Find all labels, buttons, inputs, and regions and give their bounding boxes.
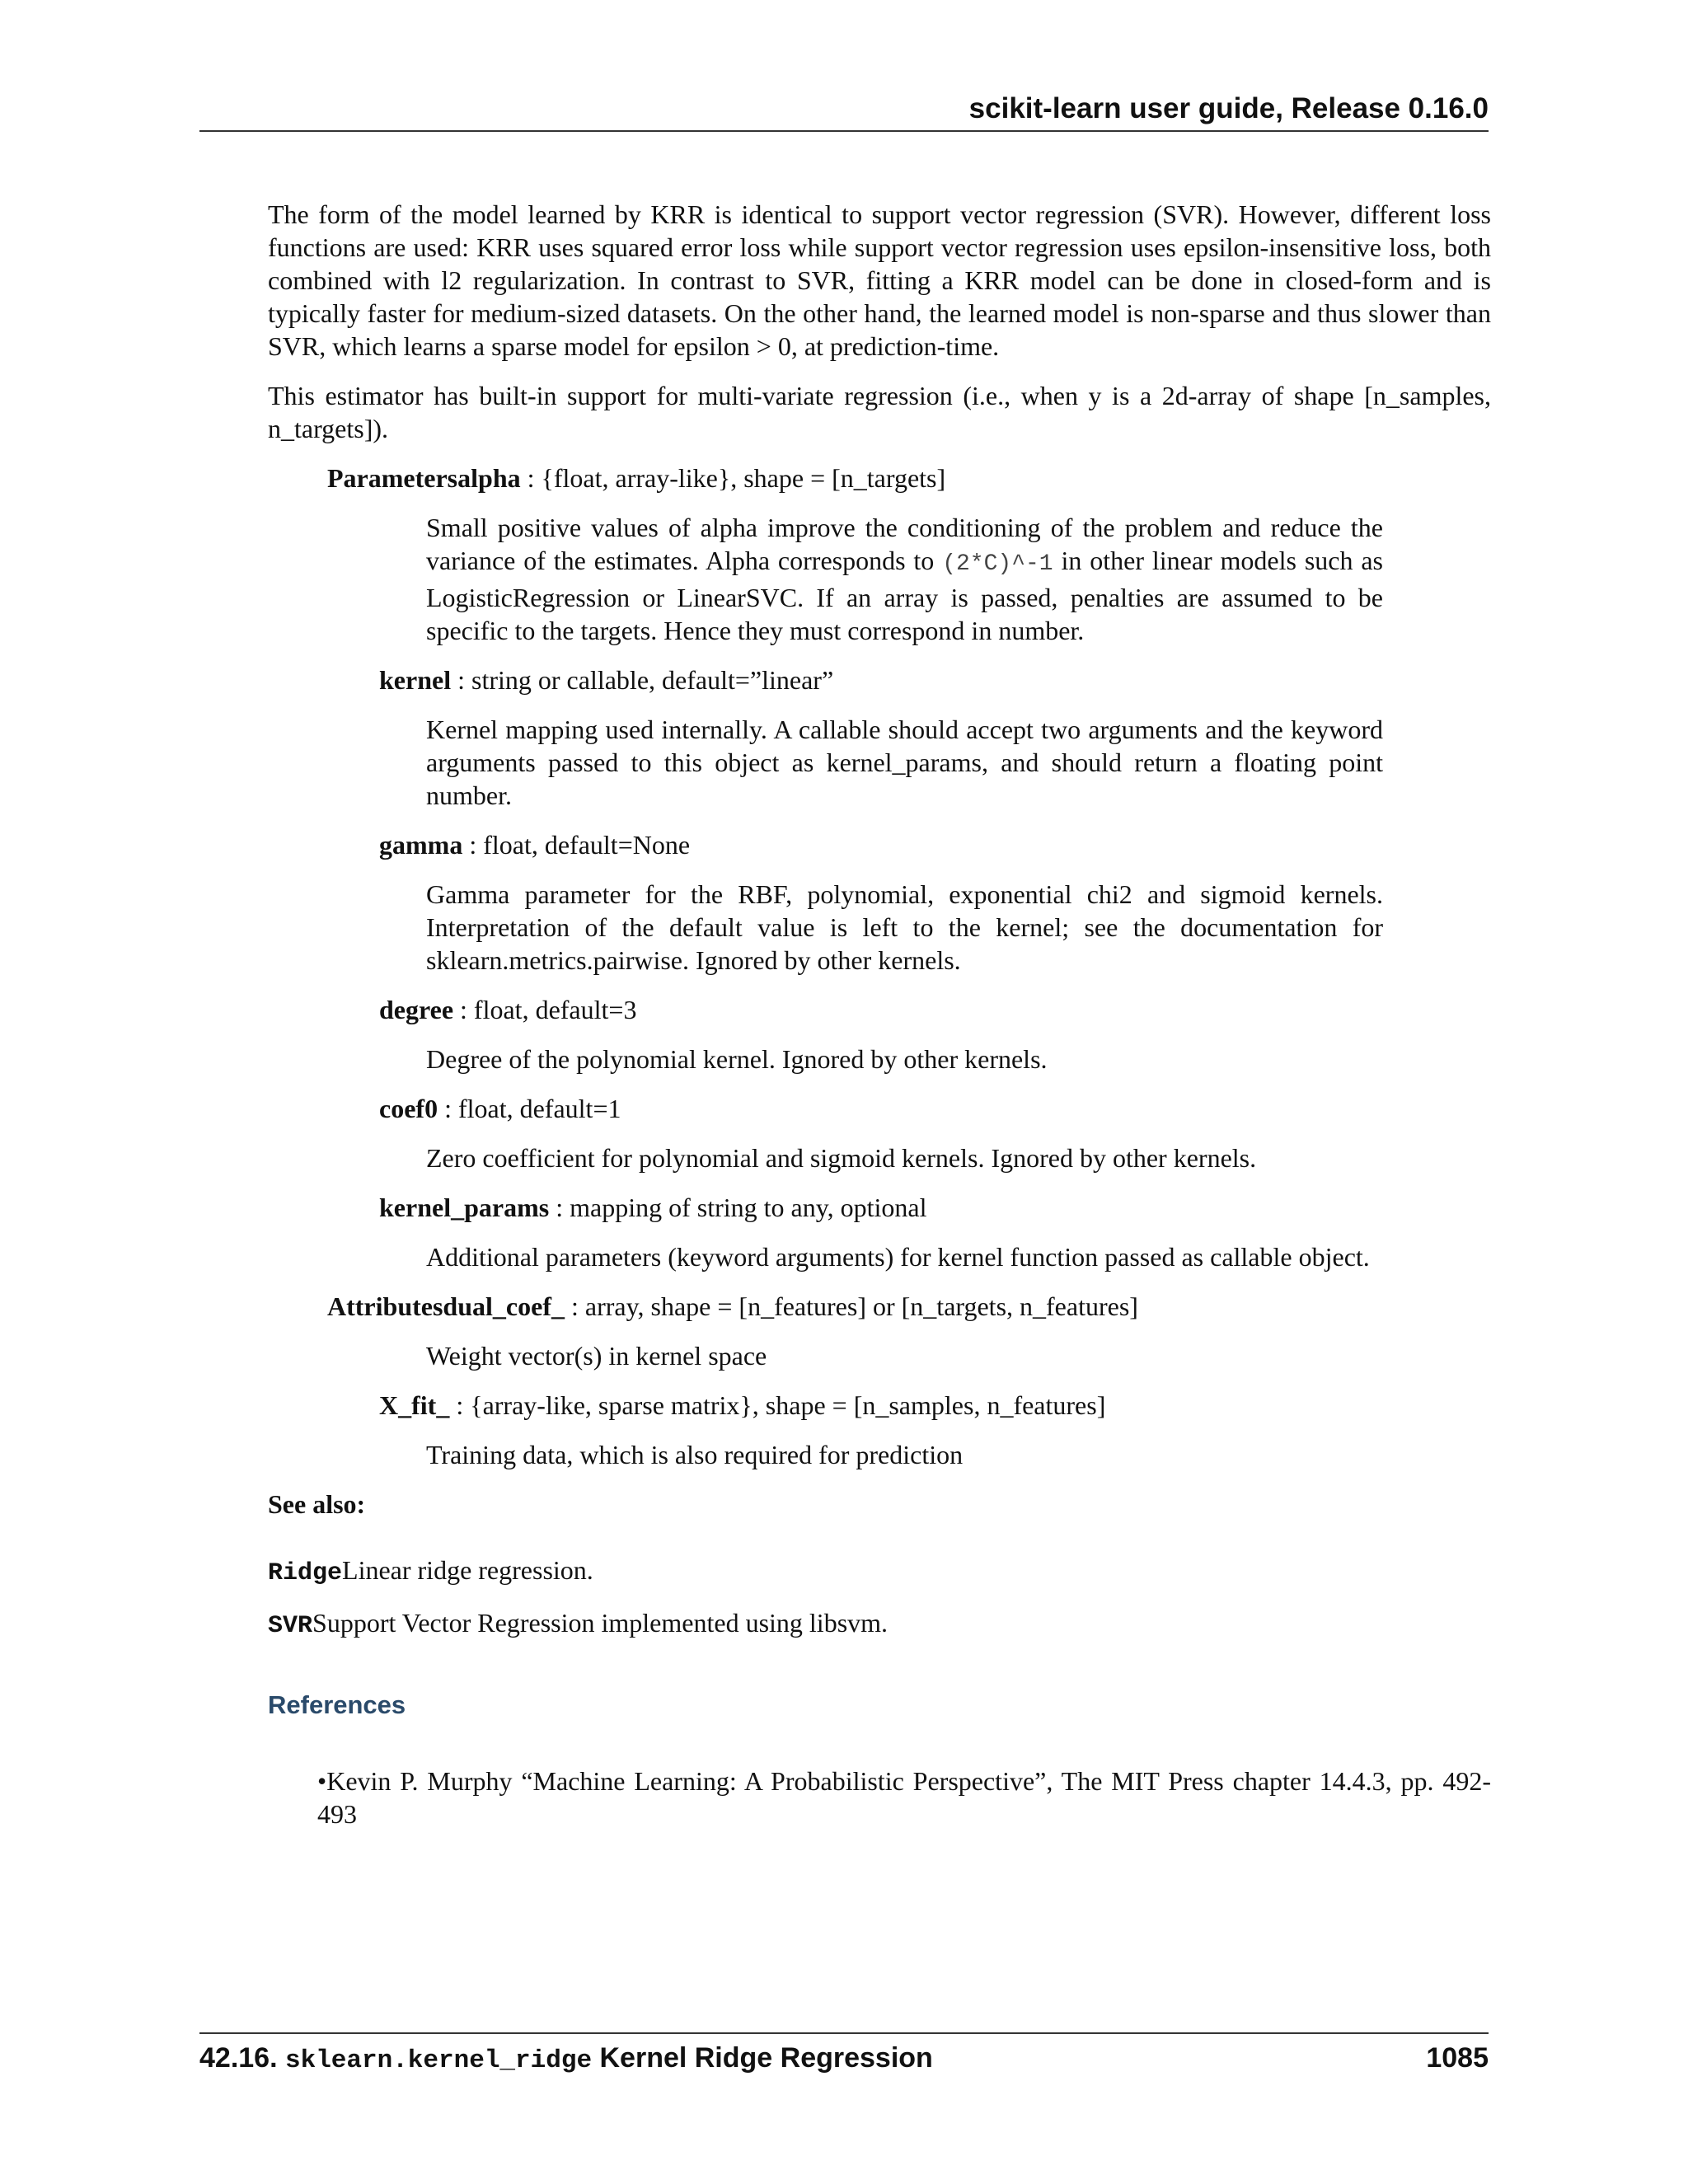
attr-type: : {array-like, sparse matrix}, shape = [n_samples, n_features] xyxy=(449,1390,1106,1420)
parameters-label: Parameters xyxy=(327,463,458,493)
page-content xyxy=(268,198,1491,1830)
see-also-title: See also: xyxy=(268,1489,366,1519)
attr-name: dual_coef_ xyxy=(443,1291,565,1321)
attr-name: X_fit_ xyxy=(379,1390,450,1420)
footer-rule xyxy=(199,2032,1489,2034)
see-also-link-ridge[interactable]: Ridge xyxy=(268,1559,343,1587)
header-rule xyxy=(199,130,1489,132)
param-alpha-head xyxy=(327,462,1491,494)
param-kernel-params-head xyxy=(379,1191,1491,1224)
attributes-label: Attributes xyxy=(327,1291,443,1321)
param-desc-text: Small positive values of alpha improve the conditioning of the problem and reduce the variance of the estimates. Alpha corresponds to xyxy=(426,513,1383,575)
param-gamma-head xyxy=(379,828,1491,861)
param-kernel-params-desc: Additional parameters (keyword arguments) for kernel function passed as callable object. xyxy=(426,1242,1370,1272)
param-type: : float, default=1 xyxy=(438,1094,621,1123)
param-name: degree xyxy=(379,995,454,1024)
page-footer xyxy=(199,2037,1489,2079)
param-name: kernel_params xyxy=(379,1193,550,1222)
param-kernel-desc: Kernel mapping used internally. A callable should accept two arguments and the keyword arguments passed to this object as kernel_params, and should return a floating point number. xyxy=(426,715,1383,810)
param-alpha-desc xyxy=(426,511,1383,647)
param-name: kernel xyxy=(379,665,452,695)
reference-item: •Kevin P. Murphy “Machine Learning: A Probabilistic Perspective”, The MIT Press chapter 14.4.3, pp. 492-493 xyxy=(317,1766,1491,1829)
see-also-text: Support Vector Regression implemented using libsvm. xyxy=(312,1608,889,1638)
param-name: alpha xyxy=(457,463,521,493)
param-type: : {float, array-like}, shape = [n_targets] xyxy=(520,463,946,493)
param-degree-head xyxy=(379,993,1491,1026)
references-title: References xyxy=(268,1690,406,1719)
param-degree-desc: Degree of the polynomial kernel. Ignored by other kernels. xyxy=(426,1044,1048,1074)
param-gamma-desc: Gamma parameter for the RBF, polynomial, exponential chi2 and sigmoid kernels. Interpretation of the default value is left to the kernel; see the documentation for sklearn.metrics.pairwise. Ignored by other kernels. xyxy=(426,879,1383,975)
param-name: coef0 xyxy=(379,1094,438,1123)
inline-code: (2*C)^-1 xyxy=(942,551,1053,577)
see-also-item xyxy=(268,1606,1491,1643)
footer-section-title: Kernel Ridge Regression xyxy=(592,2042,933,2074)
attr-x-fit-head xyxy=(379,1389,1491,1422)
footer-module-name: sklearn.kernel_ridge xyxy=(284,2046,593,2075)
attr-type: : array, shape = [n_features] or [n_targets, n_features] xyxy=(564,1291,1138,1321)
footer-section xyxy=(199,2037,933,2082)
param-type: : float, default=3 xyxy=(453,995,637,1024)
page-number: 1085 xyxy=(1426,2042,1489,2074)
attr-x-fit-desc: Training data, which is also required for prediction xyxy=(426,1440,964,1469)
see-also-text: Linear ridge regression. xyxy=(342,1555,593,1585)
param-kernel-head xyxy=(379,663,1491,696)
footer-section-number: 42.16. xyxy=(199,2042,285,2074)
param-coef0-head xyxy=(379,1092,1491,1125)
running-header: scikit-learn user guide, Release 0.16.0 xyxy=(968,92,1489,124)
see-also-link-svr[interactable]: SVR xyxy=(268,1612,313,1640)
attr-dual-coef-desc: Weight vector(s) in kernel space xyxy=(426,1341,767,1371)
intro-paragraph-1: The form of the model learned by KRR is identical to support vector regression (SVR). However, different loss functions are used: KRR uses squared error loss while support vector regression uses epsilon-insensitive loss, both combined with l2 regularization. In contrast to SVR, fitting a KRR model can be done in closed-form and is typically faster for medium-sized datasets. On the other hand, the learned model is non-sparse and thus slower than SVR, which learns a sparse model for epsilon > 0, at prediction-time. xyxy=(268,199,1491,361)
param-desc-text: in other linear models such as LogisticRegression or LinearSVC. If an array is passed, penalties are assumed to be specific to the targets. Hence they must correspond in number. xyxy=(426,546,1384,645)
param-coef0-desc: Zero coefficient for polynomial and sigmoid kernels. Ignored by other kernels. xyxy=(426,1143,1257,1173)
intro-paragraph-2: This estimator has built-in support for multi-variate regression (i.e., when y is a 2d-array of shape [n_samples, n_targets]). xyxy=(268,381,1491,443)
param-type: : float, default=None xyxy=(462,830,691,860)
attr-dual-coef-head xyxy=(327,1290,1491,1323)
see-also-item xyxy=(268,1554,1491,1590)
param-type: : string or callable, default=”linear” xyxy=(451,665,834,695)
param-type: : mapping of string to any, optional xyxy=(549,1193,927,1222)
param-name: gamma xyxy=(379,830,463,860)
